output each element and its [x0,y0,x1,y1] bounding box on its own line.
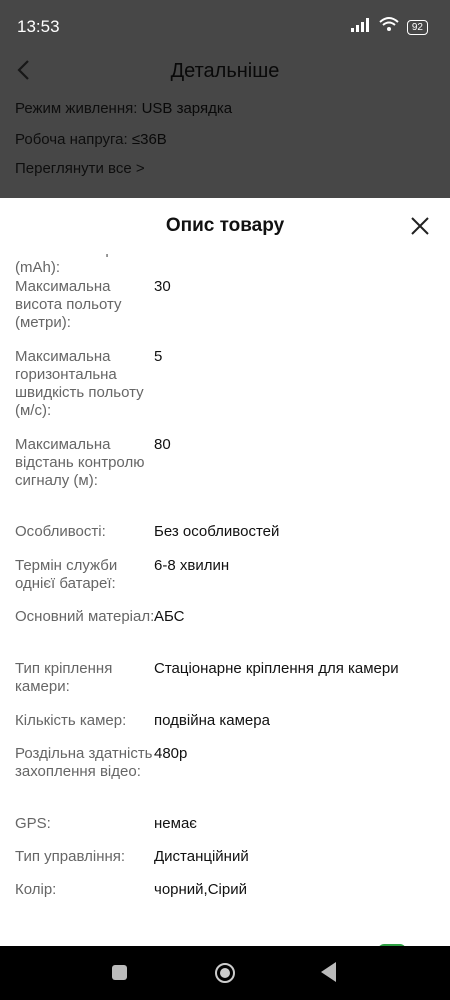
spec-key: Колір: [15,881,57,898]
recents-icon[interactable] [112,965,127,980]
spec-key: GPS: [15,815,51,832]
spec-value: 480p [154,745,188,762]
spec-value: чорний,Сірий [154,881,247,898]
spec-key: Роздільна здатність захоплення відео: [15,745,153,780]
spec-value: 6-8 хвилин [154,557,230,574]
nav-back-icon[interactable] [321,962,336,982]
battery-icon: 92 [407,20,428,35]
spec-key: Тип управління: [15,848,126,865]
spec-key: Основний матеріал: [15,608,155,625]
wifi-icon [379,17,399,37]
system-nav-bar [0,946,450,1000]
spec-key: Термін служби однієї батареї: [15,557,118,592]
spec-value: 80 [154,436,171,453]
product-description-sheet [0,198,450,946]
status-time: 13:53 [17,17,60,36]
spec-key: Кількість камер: [15,712,127,729]
spec-key: Особливості: [15,523,106,540]
spec-key: (mAh): [15,259,60,276]
spec-key: Максимальна висота польоту (метри): [15,278,122,331]
signal-icon [351,18,371,37]
spec-value: 30 [154,278,171,295]
spec-key: Максимальна відстань контролю сигналу (м): [15,436,145,489]
spec-value: Без особливостей [154,523,280,540]
sheet-title: Опис товару [165,215,285,236]
spec-value: подвійна камера [154,712,270,729]
close-icon[interactable] [410,216,430,236]
spec-value: Стаціонарне кріплення для камери [154,660,399,677]
spec-value: Дистанційний [154,848,249,865]
spec-key: Максимальна горизонтальна швидкість польоту (м/с): [15,348,144,419]
status-bar [0,0,450,52]
spec-key: Тип кріплення камери: [15,660,113,695]
spec-value: немає [154,815,197,832]
status-icons [351,17,428,37]
spec-value: 5 [154,348,163,365]
sheet-header [0,198,450,254]
spec-value: АБС [154,608,185,625]
home-icon[interactable] [215,963,235,983]
